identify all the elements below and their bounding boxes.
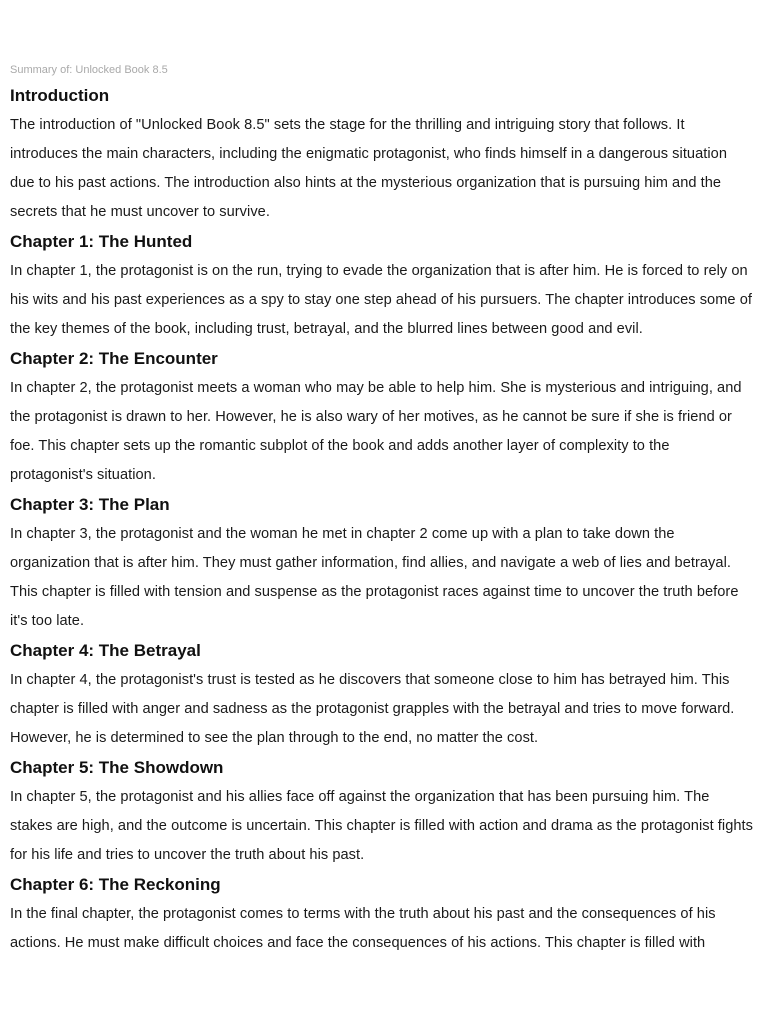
section-heading: Chapter 4: The Betrayal (10, 641, 201, 660)
section-body: The introduction of "Unlocked Book 8.5" sets the stage for the thrilling and intriguing story that follows. It introduces the main characters, including the enigmatic protagonist, who finds himself in a dangerous situation due to his past actions. The introduction also hints at the mysterious organization that is pursuing him and the secrets that he must uncover to survive. (10, 117, 727, 220)
section-chapter-4 (10, 638, 754, 753)
section-body: In chapter 2, the protagonist meets a woman who may be able to help him. She is mysterious and intriguing, and the protagonist is drawn to her. However, he is also wary of her motives, as he cannot be sure if she is friend or foe. This chapter sets up the romantic subplot of the book and adds another layer of complexity to the protagonist's situation. (10, 380, 742, 483)
section-heading: Chapter 1: The Hunted (10, 232, 193, 251)
section-heading: Introduction (10, 86, 110, 105)
section-heading: Chapter 2: The Encounter (10, 349, 218, 368)
section-body: In chapter 5, the protagonist and his allies face off against the organization that has been pursuing him. The stakes are high, and the outcome is uncertain. This chapter is filled with action and drama as the protagonist fights for his life and tries to uncover the truth about his past. (10, 789, 753, 863)
section-body: In the final chapter, the protagonist comes to terms with the truth about his past and the consequences of his actions. He must make difficult choices and face the consequences of his actions. This chapter is filled with (10, 906, 716, 951)
section-heading: Chapter 5: The Showdown (10, 758, 224, 777)
section-heading: Chapter 3: The Plan (10, 495, 170, 514)
section-body: In chapter 1, the protagonist is on the run, trying to evade the organization that is after him. He is forced to rely on his wits and his past experiences as a spy to stay one step ahead of his pursuers. The chapter introduces some of the key themes of the book, including trust, betrayal, and the blurred lines between good and evil. (10, 263, 752, 337)
section-heading: Chapter 6: The Reckoning (10, 875, 221, 894)
section-chapter-1 (10, 229, 754, 344)
section-chapter-6 (10, 872, 754, 958)
section-chapter-5 (10, 755, 754, 870)
section-chapter-3 (10, 492, 754, 636)
section-body: In chapter 4, the protagonist's trust is tested as he discovers that someone close to him has betrayed him. This chapter is filled with anger and sadness as the protagonist grapples with the betrayal and tries to move forward. However, he is determined to see the plan through to the end, no matter the cost. (10, 672, 735, 746)
section-introduction (10, 83, 754, 227)
section-body: In chapter 3, the protagonist and the woman he met in chapter 2 come up with a plan to take down the organization that is after him. They must gather information, find allies, and navigate a web of lies and betrayal. This chapter is filled with tension and suspense as the protagonist races against time to uncover the truth before it's too late. (10, 526, 739, 629)
document-header-title: Summary of: Unlocked Book 8.5 (10, 64, 168, 76)
section-chapter-2 (10, 346, 754, 490)
